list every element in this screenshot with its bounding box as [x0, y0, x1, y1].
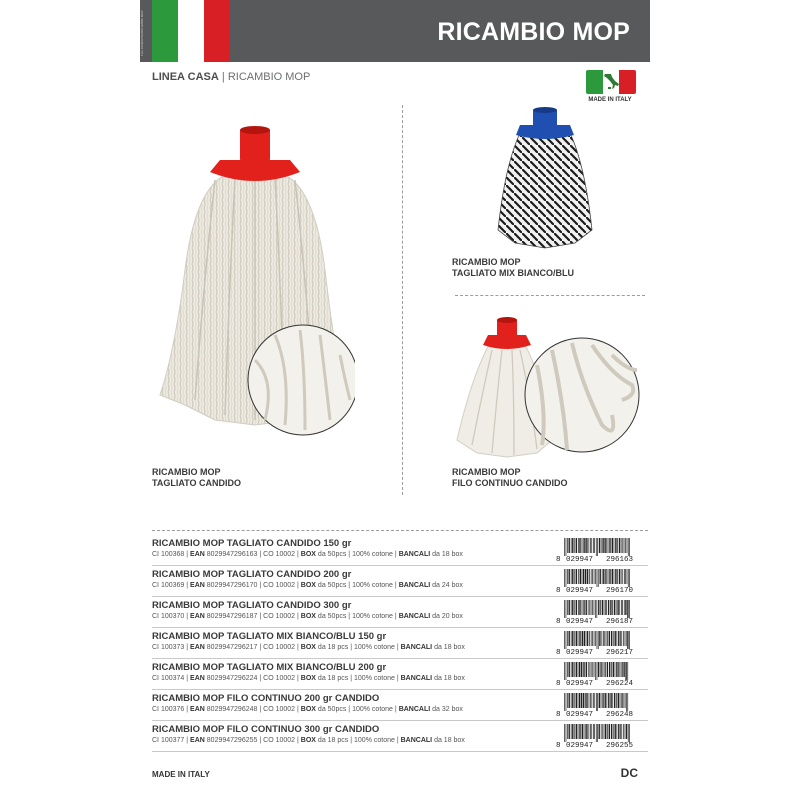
barcode-digits-left: 029947	[566, 587, 594, 594]
sep: |	[186, 675, 189, 682]
sep: |	[396, 675, 399, 682]
row-material: 100% cotone	[354, 737, 395, 744]
row-co: CO 10002	[263, 644, 296, 651]
ean-label: EAN	[190, 737, 205, 744]
row-box: da 50pcs	[317, 706, 347, 713]
row-product-name: RICAMBIO MOP TAGLIATO CANDIDO 300 gr	[152, 600, 352, 611]
row-co: CO 10002	[263, 613, 296, 620]
row-material: 100% cotone	[352, 582, 393, 589]
italy-map-icon	[601, 73, 621, 91]
box-label: BOX	[300, 737, 316, 744]
side-note: Foto DIAMANTE/RICAMBIO MOP	[140, 10, 144, 56]
barcode-digits-right: 296255	[606, 742, 634, 749]
sep: |	[186, 613, 189, 620]
sep: |	[297, 644, 299, 651]
row-material: 100% cotone	[354, 675, 395, 682]
ean-label: EAN	[190, 706, 205, 713]
sep: |	[348, 551, 351, 558]
barcode-digits-left: 029947	[566, 649, 594, 656]
barcode-digits-left: 029947	[566, 680, 594, 687]
product-label-line1: RICAMBIO MOP	[452, 257, 521, 267]
sep: |	[348, 582, 351, 589]
row-bancali: da 18 box	[434, 737, 465, 744]
barcode-digit-first: 8	[556, 556, 561, 563]
row-bancali: da 24 box	[432, 582, 463, 589]
row-details	[152, 737, 465, 744]
row-details	[152, 675, 465, 682]
barcode-digit-first: 8	[556, 618, 561, 625]
sep: |	[259, 706, 262, 713]
row-bancali: da 18 box	[432, 551, 463, 558]
sep: |	[297, 551, 299, 558]
sep: |	[394, 582, 397, 589]
sep: |	[348, 613, 351, 620]
mop-image-mix-bianco-blu	[490, 105, 600, 255]
row-co: CO 10002	[263, 582, 296, 589]
row-bancali: da 20 box	[432, 613, 463, 620]
sep: |	[297, 706, 299, 713]
flag-white-stripe	[178, 0, 204, 62]
row-product-name: RICAMBIO MOP TAGLIATO MIX BIANCO/BLU 200 gr	[152, 662, 387, 673]
row-ci: CI 100370	[152, 613, 185, 620]
row-co: CO 10002	[263, 706, 296, 713]
row-product-name: RICAMBIO MOP FILO CONTINUO 300 gr CANDIDO	[152, 724, 380, 735]
row-details	[152, 582, 463, 589]
row-co: CO 10002	[263, 737, 296, 744]
barcode-digit-first: 8	[556, 680, 561, 687]
row-ci: CI 100377	[152, 737, 185, 744]
header-band	[140, 0, 650, 62]
barcode	[556, 661, 646, 687]
row-ci: CI 100368	[152, 551, 185, 558]
box-label: BOX	[300, 644, 316, 651]
row-details	[152, 613, 463, 620]
sep: |	[350, 644, 353, 651]
ean-label: EAN	[190, 551, 205, 558]
sep: |	[259, 551, 262, 558]
table-row	[152, 658, 648, 690]
barcode-digit-first: 8	[556, 587, 561, 594]
row-ean: 8029947296187	[206, 613, 258, 620]
product-label-line2: TAGLIATO CANDIDO	[152, 478, 241, 488]
row-ci: CI 100374	[152, 675, 185, 682]
row-box: da 18 pcs	[317, 675, 349, 682]
breadcrumb-line: LINEA CASA	[152, 71, 219, 83]
row-ean: 8029947296224	[206, 675, 258, 682]
bancali-label: BANCALI	[398, 551, 431, 558]
box-label: BOX	[300, 551, 316, 558]
row-ci: CI 100373	[152, 644, 185, 651]
box-label: BOX	[300, 582, 316, 589]
row-material: 100% cotone	[352, 551, 393, 558]
table-row	[152, 565, 648, 597]
row-product-name: RICAMBIO MOP FILO CONTINUO 200 gr CANDIDO	[152, 693, 380, 704]
product-label-filo-continuo	[452, 467, 568, 489]
mop-image-tagliato-candido	[155, 120, 355, 440]
made-in-italy-badge: MADE IN ITALY	[588, 97, 632, 103]
ean-label: EAN	[190, 582, 205, 589]
box-label: BOX	[300, 675, 316, 682]
ean-label: EAN	[190, 613, 205, 620]
product-label-line2: TAGLIATO MIX BIANCO/BLU	[452, 268, 574, 278]
vertical-divider	[402, 105, 403, 495]
row-bancali: da 18 box	[434, 675, 465, 682]
catalog-page	[140, 0, 650, 800]
sep: |	[396, 737, 399, 744]
row-box: da 50pcs	[317, 551, 347, 558]
row-product-name: RICAMBIO MOP TAGLIATO CANDIDO 150 gr	[152, 538, 352, 549]
table-top-divider	[152, 530, 648, 531]
italian-flag	[152, 0, 230, 62]
row-box: da 50pcs	[317, 582, 347, 589]
footer-code: DC	[620, 766, 638, 780]
row-details	[152, 551, 463, 558]
footer-made-in-italy: MADE IN ITALY	[152, 770, 210, 779]
table-row	[152, 689, 648, 721]
row-ci: CI 100369	[152, 582, 185, 589]
barcode-digit-first: 8	[556, 649, 561, 656]
sep: |	[350, 737, 353, 744]
barcode-digits-right: 296187	[606, 618, 634, 625]
barcode	[556, 599, 646, 625]
sep: |	[259, 613, 262, 620]
table-row	[152, 720, 648, 752]
barcode	[556, 537, 646, 563]
row-co: CO 10002	[263, 551, 296, 558]
sep: |	[186, 582, 189, 589]
bancali-label: BANCALI	[398, 582, 431, 589]
product-label-tagliato-candido	[152, 467, 241, 489]
barcode	[556, 630, 646, 656]
table-row	[152, 596, 648, 628]
bancali-label: BANCALI	[400, 737, 433, 744]
barcode-digits-right: 296224	[606, 680, 634, 687]
sep: |	[396, 644, 399, 651]
flag-red-stripe	[204, 0, 230, 62]
box-label: BOX	[300, 706, 316, 713]
ean-label: EAN	[190, 675, 205, 682]
sep: |	[186, 737, 189, 744]
horizontal-divider	[455, 295, 645, 296]
barcode	[556, 692, 646, 718]
row-product-name: RICAMBIO MOP TAGLIATO CANDIDO 200 gr	[152, 569, 352, 580]
barcode-digits-left: 029947	[566, 711, 594, 718]
row-material: 100% cotone	[352, 613, 393, 620]
row-material: 100% cotone	[352, 706, 393, 713]
sep: |	[348, 706, 351, 713]
ean-label: EAN	[190, 644, 205, 651]
row-bancali: da 32 box	[432, 706, 463, 713]
bancali-label: BANCALI	[398, 706, 431, 713]
box-label: BOX	[300, 613, 316, 620]
breadcrumb-section: RICAMBIO MOP	[227, 71, 311, 83]
row-product-name: RICAMBIO MOP TAGLIATO MIX BIANCO/BLU 150 gr	[152, 631, 387, 642]
sep: |	[259, 644, 262, 651]
sep: |	[394, 613, 397, 620]
row-ean: 8029947296248	[206, 706, 258, 713]
row-co: CO 10002	[263, 675, 296, 682]
row-ean: 8029947296217	[206, 644, 258, 651]
row-bancali: da 18 box	[434, 644, 465, 651]
sep: |	[186, 551, 189, 558]
sep: |	[297, 613, 299, 620]
barcode-digits-right: 296163	[606, 556, 634, 563]
sep: |	[259, 675, 262, 682]
table-row	[152, 534, 648, 566]
barcode-digits-left: 029947	[566, 742, 594, 749]
made-in-italy-flag	[586, 70, 636, 94]
sep: |	[259, 582, 262, 589]
sep: |	[259, 737, 262, 744]
row-material: 100% cotone	[354, 644, 395, 651]
barcode-digits-left: 029947	[566, 618, 594, 625]
breadcrumb-separator: |	[221, 71, 225, 83]
sep: |	[297, 737, 299, 744]
sep: |	[394, 706, 397, 713]
sep: |	[297, 675, 299, 682]
bancali-label: BANCALI	[398, 613, 431, 620]
breadcrumb	[152, 71, 310, 83]
page-title: RICAMBIO MOP	[437, 18, 630, 46]
barcode-digit-first: 8	[556, 742, 561, 749]
barcode-digits-right: 296170	[606, 587, 634, 594]
sep: |	[394, 551, 397, 558]
bancali-label: BANCALI	[400, 675, 433, 682]
barcode	[556, 568, 646, 594]
product-label-mix-bianco-blu	[452, 257, 574, 279]
row-details	[152, 706, 463, 713]
mop-image-filo-continuo	[452, 315, 652, 475]
sep: |	[350, 675, 353, 682]
sep: |	[297, 582, 299, 589]
row-box: da 18 pcs	[317, 737, 349, 744]
row-box: da 50pcs	[317, 613, 347, 620]
row-ean: 8029947296170	[206, 582, 258, 589]
sep: |	[186, 706, 189, 713]
row-details	[152, 644, 465, 651]
sep: |	[186, 644, 189, 651]
barcode-digits-right: 296217	[606, 649, 634, 656]
table-row	[152, 627, 648, 659]
barcode	[556, 723, 646, 749]
barcode-digits-right: 296248	[606, 711, 634, 718]
row-box: da 18 pcs	[317, 644, 349, 651]
row-ean: 8029947296163	[206, 551, 258, 558]
bancali-label: BANCALI	[400, 644, 433, 651]
product-label-line2: FILO CONTINUO CANDIDO	[452, 478, 568, 488]
flag-green-stripe	[152, 0, 178, 62]
row-ean: 8029947296255	[206, 737, 258, 744]
product-label-line1: RICAMBIO MOP	[452, 467, 521, 477]
barcode-digits-left: 029947	[566, 556, 594, 563]
row-ci: CI 100376	[152, 706, 185, 713]
barcode-digit-first: 8	[556, 711, 561, 718]
product-label-line1: RICAMBIO MOP	[152, 467, 221, 477]
